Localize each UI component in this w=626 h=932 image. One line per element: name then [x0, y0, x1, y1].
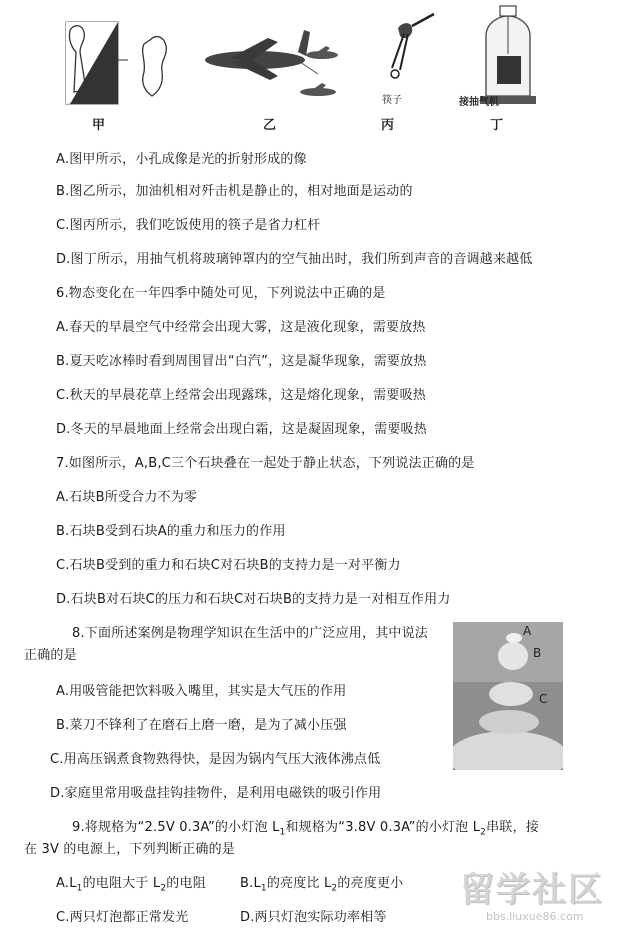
q8-stem-line1: 8.下面所述案例是物理学知识在生活中的广泛应用，其中说法 — [72, 626, 429, 641]
q9-opt-b-part-c: 的亮度更小 — [337, 876, 404, 891]
q7-option-d: D.石块B对石块C的压力和石块C对石块B的支持力是一对相互作用力 — [56, 592, 451, 607]
q6-stem: 6.物态变化在一年四季中随处可见，下列说法中正确的是 — [56, 286, 386, 301]
q9-stem-part-b: 和规格为“3.8V 0.3A”的小灯泡 L — [285, 820, 481, 835]
watermark-url: bbs.liuxue86.com — [486, 910, 584, 923]
q6-option-a: A.春天的早晨空气中经常会出现大雾，这是液化现象，需要放热 — [56, 320, 426, 335]
q9-stem-part-a: 9.将规格为“2.5V 0.3A”的小灯泡 L — [72, 820, 280, 835]
figure-jia-pinhole — [66, 22, 166, 104]
stones-photo — [453, 622, 563, 770]
figure-strip — [0, 0, 626, 135]
q9-opt-b-sub-1: 1 — [260, 883, 267, 894]
q9-option-c: C.两只灯泡都正常发光 — [56, 910, 189, 925]
q5-option-a: A.图甲所示，小孔成像是光的折射形成的像 — [56, 152, 307, 167]
stone-label-b: B — [533, 646, 542, 660]
caption-ding: 丁 — [490, 118, 504, 133]
q7-option-c: C.石块B受到的重力和石块C对石块B的支持力是一对平衡力 — [56, 558, 401, 573]
stone-label-c: C — [539, 692, 548, 706]
q9-opt-b-part-b: 的亮度比 L — [266, 876, 332, 891]
q5-option-d: D.图丁所示，用抽气机将玻璃钟罩内的空气抽出时，我们所到声音的音调越来越低 — [56, 252, 533, 267]
watermark — [452, 860, 622, 932]
q7-option-a: A.石块B所受合力不为零 — [56, 490, 198, 505]
q8-option-b: B.菜刀不锋利了在磨石上磨一磨，是为了减小压强 — [56, 718, 347, 733]
q9-opt-a-part-a: A.L — [56, 876, 77, 891]
q8-stem-line2: 正确的是 — [24, 648, 77, 663]
q7-stem: 7.如图所示，A,B,C三个石块叠在一起处于静止状态，下列说法正确的是 — [56, 456, 475, 471]
q7-option-b: B.石块B受到石块A的重力和压力的作用 — [56, 524, 286, 539]
q6-option-b: B.夏天吃冰棒时看到周围冒出“白汽”，这是凝华现象，需要放热 — [56, 354, 427, 369]
label-chopsticks: 筷子 — [382, 95, 402, 106]
q8-option-d: D.家庭里常用吸盘挂钩挂物件，是利用电磁铁的吸引作用 — [50, 786, 382, 801]
q9-stem-line2: 在 3V 的电源上，下列判断正确的是 — [24, 842, 236, 857]
q9-opt-a-part-c: 的电阻 — [166, 876, 206, 891]
q9-opt-b-sub-2: 2 — [331, 883, 338, 894]
q5-option-b: B.图乙所示，加油机相对歼击机是静止的，相对地面是运动的 — [56, 184, 413, 199]
q9-opt-a-sub-1: 1 — [76, 883, 83, 894]
figure-bing-chopsticks — [391, 14, 434, 78]
q9-opt-a-sub-2: 2 — [160, 883, 167, 894]
q8-option-c: C.用高压锅煮食物熟得快，是因为锅内气压大液体沸点低 — [50, 752, 381, 767]
q6-option-c: C.秋天的早晨花草上经常会出现露珠，这是熔化现象，需要吸热 — [56, 388, 427, 403]
caption-bing: 丙 — [381, 118, 395, 133]
q9-sub-1: 1 — [279, 827, 286, 838]
q9-sub-2: 2 — [480, 827, 487, 838]
caption-yi: 乙 — [263, 118, 277, 133]
q9-option-d: D.两只灯泡实际功率相等 — [240, 910, 387, 925]
q5-option-c: C.图丙所示，我们吃饭使用的筷子是省力杠杆 — [56, 218, 321, 233]
caption-jia: 甲 — [92, 118, 106, 133]
q9-opt-a-part-b: 的电阻大于 L — [82, 876, 161, 891]
q9-stem-line1 — [72, 816, 539, 838]
stone-label-a: A — [523, 624, 532, 638]
watermark-logo-text: 留学社区 — [460, 870, 604, 910]
q6-option-d: D.冬天的早晨地面上经常会出现白霜，这是凝固现象，需要吸热 — [56, 422, 427, 437]
q9-option-a — [56, 872, 206, 894]
figure-yi-aircraft — [205, 30, 338, 96]
q9-stem-part-c: 串联，接 — [486, 820, 539, 835]
figure-ding-bell-jar — [480, 6, 536, 104]
q9-option-b — [240, 872, 403, 894]
q9-opt-b-part-a: B.L — [240, 876, 261, 891]
q8-option-a: A.用吸管能把饮料吸入嘴里，其实是大气压的作用 — [56, 684, 347, 699]
label-pump: 接抽气机 — [459, 97, 499, 108]
